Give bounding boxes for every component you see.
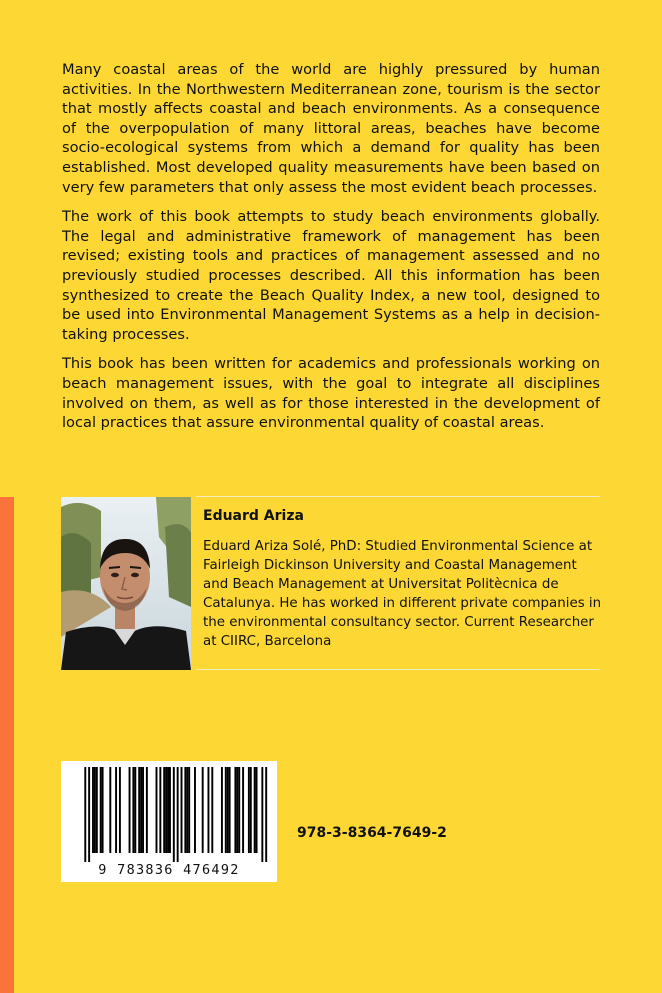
barcode-bar (159, 767, 161, 853)
barcode-bar (242, 767, 244, 853)
barcode-bar (207, 767, 209, 853)
barcode-bar (156, 767, 158, 853)
barcode-bar (248, 767, 250, 853)
barcode-bar (92, 767, 94, 853)
barcode-bar (194, 767, 196, 853)
barcode-bar (238, 767, 240, 853)
blurb-paragraph-1: Many coastal areas of the world are highly pressured by human activities. In the Northwestern Mediterranean zone, tourism is the sector that mostly affects coastal and beach environments. As a consequence of the overpopulation of many littoral areas, beaches have become socio-ecological systems from which a demand for quality has been established. Most developed quality measurements have been based on very few parameters that only assess the most evident beach processes. (62, 61, 600, 196)
barcode-bar (84, 767, 86, 862)
barcode-bar (167, 767, 169, 853)
barcode-bar (134, 767, 136, 853)
barcode-bar (132, 767, 134, 853)
barcode-bar (119, 767, 121, 853)
barcode-bar (140, 767, 142, 853)
blurb-paragraph-2: The work of this book attempts to study beach environments globally. The legal and administrative framework of management has been revised; existing tools and practices of management assessed and no previously studied processes described. All this information has been synthesized to create the Beach Quality Index, a new tool, designed to be used into Environmental Management Systems as a help in decision- taking processes. (62, 208, 600, 343)
barcode-bar (142, 767, 144, 853)
barcode-bar (256, 767, 258, 853)
barcode-bar (163, 767, 165, 853)
barcode-bar (261, 767, 263, 862)
barcode-bar (234, 767, 236, 853)
barcode-bar (96, 767, 98, 853)
barcode-bar (225, 767, 227, 853)
blurb-paragraph-3: This book has been written for academics and professionals working on beach management issues, with the goal to integrate all disciplines involved on them, as well as for those interested in the development of local practices that assure environmental quality of coastal areas. (62, 355, 600, 432)
barcode-bar (236, 767, 238, 853)
barcode-bar (250, 767, 252, 853)
barcode-bar (186, 767, 188, 853)
barcode-bar (184, 767, 186, 853)
author-bio: Eduard Ariza Solé, PhD: Studied Environmental Science at Fairleigh Dickinson University and Coastal Management and Beach Management at Universitat Politècnica de Catalunya. He has worked in different private companies in the environmental consultancy sector. Current Researcher at CIIRC, Barcelona (203, 539, 602, 649)
barcode-bar (221, 767, 223, 853)
barcode-bar (109, 767, 111, 853)
barcode-bar (138, 767, 140, 853)
barcode-bar (165, 767, 167, 853)
barcode-bar (229, 767, 231, 853)
barcode-bar (94, 767, 96, 853)
author-photo (61, 497, 191, 670)
divider-top (196, 496, 600, 497)
author-name: Eduard Ariza (203, 508, 304, 524)
barcode-bar (169, 767, 171, 853)
barcode-bar (88, 767, 90, 862)
barcode-bar (188, 767, 190, 853)
barcode-bar (254, 767, 256, 853)
barcode-bar (173, 767, 175, 862)
orange-edge-strip (0, 497, 14, 993)
barcode-bar (177, 767, 179, 862)
book-blurb (62, 60, 600, 443)
barcode-bars (67, 767, 271, 862)
barcode-bar (211, 767, 213, 853)
isbn-number: 978-3-8364-7649-2 (297, 825, 447, 841)
barcode-bar (146, 767, 148, 853)
barcode-bar (100, 767, 102, 853)
barcode-bar (129, 767, 131, 853)
barcode (61, 761, 277, 882)
barcode-bar (227, 767, 229, 853)
barcode-bar (202, 767, 204, 853)
divider-bottom (196, 669, 600, 670)
barcode-digits: 9 783836 476492 (67, 862, 271, 878)
barcode-bar (115, 767, 117, 853)
barcode-bar (265, 767, 267, 862)
barcode-bar (181, 767, 183, 853)
barcode-bar (102, 767, 104, 853)
